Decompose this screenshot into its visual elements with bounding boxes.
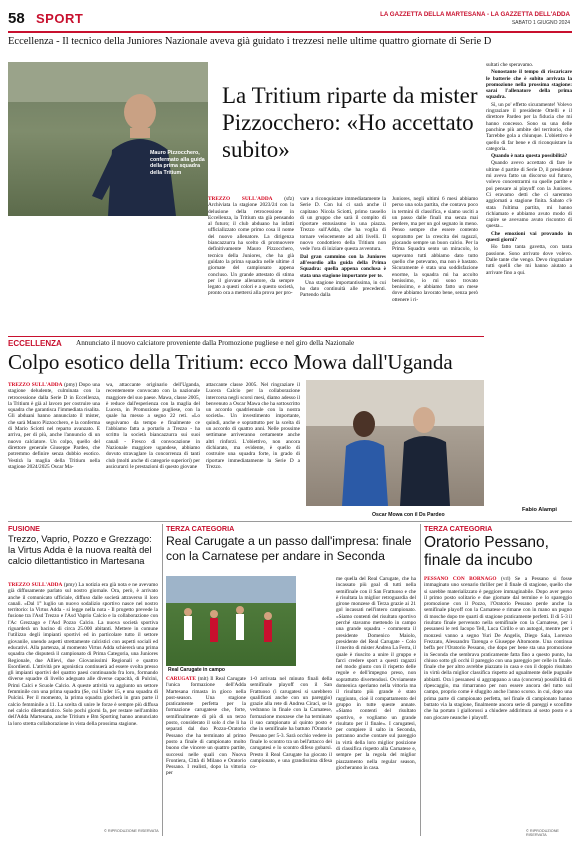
article1-col1: TREZZO SULL'ADDA (sfz) Archiviata la stagione 2023/24 con la delusione della retrocessione in Eccellenza, la Tritium sta già pensando al futuro; il club abduano ha infatti ufficializzato come primo cosa il nome del nuovo allenatore. La dirigenza biancazzurra ha scelto di promuovere definitivamente Mauro Pizzocchero, tecnico della Juniores, che ha già guidato la prima squadra nelle ultime 4 giornate del campionato appena concluso. Un grande attestato di stima per il giovane allenatore, da sempre legato a questi colori e a questo società, pronto ora a mettersi alla prova per pro- (208, 196, 294, 297)
article2-photo-caption: Oscar Mowa con il Ds Pardeo (372, 512, 445, 518)
column-divider-2 (420, 524, 421, 836)
masthead-rule (8, 31, 572, 33)
page-divider (8, 521, 572, 522)
article2-col3: attaccante classe 2005. Nel ringraziare il Lucera Calcio per la collaborazione intercorsa negli scorsi mesi, diamo adesso il benvenuto a Oscar Mawa che ha sottoscritto un accordo quadriennale con la nostra società». Un investimento importante, quindi, anche e soprattutto per la scelta di un accordo di quattro anni. Nelle prossime settimane arriveranno certamente anche altri rinforzi. L'obiettivo, non ancora dichiarato, ma evidente, è quello di costruire una squadra forte, in grado di riportare immediatamente la Serie D a Trezzo. (206, 382, 300, 470)
article4-photo-caption: Real Carugate in campo (168, 667, 225, 673)
article4-headline: Real Carugate a un passo dall'impresa: finale con la Carnatese per andare in Seconda (166, 534, 412, 563)
article4-photo (166, 576, 296, 666)
article1-dateline: TREZZO SULL'ADDA (208, 196, 273, 202)
article4-col1: CARUGATE (mlt) Il Real Carugate l'unica formazione dell'Adda Martesana rimasta in gioco nella post-season. Una stagione praticamente perfetta per la formazione carugatese che, forte, semifinalmente di più di un terzo posto, considerato il solo 4 che li ha separati dal duo Pozzo-Oratorio Pessano che ha terminato al primo posto a finale di campionato molto buono che vincere un quattro partite, successi nelle quali con Nuova Frontiera, Città di Milano e Oratorio Pessano. I realisti, dopo la vittoria per (166, 676, 246, 777)
article2-col1: TREZZO SULL'ADDA (pmy) Dopo una stagione deludente, culminata con la retrocessione dalla Serie D in Eccellenza, la Tritium è già al lavoro per costruire una squadra che garantisca l'immediata risalita. Gli abduani hanno annunciato il mister, che sarà Mauro Pizzocchero, e la conferma di Mario Sciotti nel reparto avanzato. E arriva, per di più, anche l'annuncio di un nuovo calciatore. Un colpo, quello del direttore generale Giuseppe Pardeo, che potremmo definire senza dubbio esotico. Vestirà la maglia della Tritium nella stagione 2024/2025 Oscar Ma- (8, 382, 100, 470)
article2-photo (306, 380, 484, 506)
publication-name: LA GAZZETTA DELLA MARTESANA - LA GAZZETTA DELL'ADDA (380, 11, 570, 18)
masthead (0, 0, 580, 32)
article5-kicker-label: TERZA CATEGORIA (424, 524, 493, 533)
article2-kicker-label: ECCELLENZA (8, 339, 62, 348)
article4-kicker-label: TERZA CATEGORIA (166, 524, 235, 533)
column-divider-1 (162, 524, 163, 836)
article2-headline: Colpo esotico della Tritium: ecco Mowa dall'Uganda (8, 350, 453, 374)
article3-credit: © RIPRODUZIONE RISERVATA (104, 829, 159, 833)
article3-dateline: TREZZO SULL'ADDA (8, 582, 63, 588)
article1-col4: sultati che speravamo. Nonostante il tempo di riscaricare le batterie che è subito arrivata la promozione nella prossima stagione: sarai l'allenatore della prima squadra. Sì, un po' effetto sicuramente! Volevo ringraziare il presidente Ottelli e il direttore Pardeo per la fiducia che mi hanno concesso. Sono su una delle panchine più ambite del territorio, che Tarrebbe gola a chiunque. L'obiettivo è quello di far bene e di riconquistare la categoria. Quando è nata questa possibilità? Quando avevo accettato di fare le ultime 4 partite di Serie D, il presidente mi aveva fatto un discorso sul futuro, volevo concentrarmi su quelle partite e poi pensare ai playoff con la Juniores. Ci eravamo detti che ci saremmo aggiornati a stagione finita. Sabato c'è stata l'ultima partita, mi hanno richiamato e abbiamo avuto modo di capire se avevamo avuto riscontro di questa... Che emozioni vai provando in questi giorni? Ho fatto tanta gavetta, con tanta passione. Sono arrivato dove volevo. Dalle tante che vengo. Devo ringraziare tutti quelli che mi hanno aiutato a arrivare fino a qui. (486, 62, 572, 276)
article1-photo (8, 62, 208, 216)
article2-kicker: Annunciato il nuovo calciatore proveniente dalla Promozione pugliese e nel giro della Nazionale (76, 339, 355, 347)
article1-col3: Juniores, negli ultimi 6 mesi abbiamo perso una sola partita, che contava poco in termini di classifica, e siamo usciti a un passo dalle finali ma senza mai perdere, ma per un gol segnato in meno. Penso sempre che essere contento sopratutto per la crescita dei ragazzi, giocando sempre un buon calcio. Per la Prima Squadra sento un miracolo, lo sapevamo tutti abbiamo dato tutto quello che potevamo, ma non è bastato. Sicuramente è stata una soddisfazione enorme, la squadra mi ha accolto benissimo, io mi sono trovato benissimo, e abbiamo fatto un mese dove abbiamo lavorato bene, senza però ottenere i ri- (392, 196, 478, 303)
article5-credit: © RIPRODUZIONE RISERVATA (526, 829, 559, 837)
article2-rule (8, 336, 484, 337)
article4-dateline: CARUGATE (166, 676, 196, 682)
article3-headline: Trezzo, Vaprio, Pozzo e Grezzago: la Virtus Adda è la nuova realtà del calcio dilettantistico in Martesana (8, 534, 152, 567)
article1-byline: Fabio Alampi (522, 507, 557, 513)
article5-col1: PESSANO CON BORNAGO (vrl) Se a Pessano si fosse immaginato uno scenario thriller per il finale di stagione, quello che si sarebbe materializzato è peggiore immaginabile. Dopo aver perso il primo posto solitario e due giornate dal termine e lo spareggio promozione con il Pozzo, l'Oratorio Pessano perde anche la semifinale playoff con la Carnatese e rimane con in mano un pugno di mosche dopo tre quarti di stagione praticamente perfetti. Il di 5-3 il risultato finale pervenuto nella semifinale con la Carnatese, per i pessanesi le reti Iacopo Tell, Luca Cirillo e un autogol, mentre per i monzesi vanno a segno Yuri De Angelis, Diego Sala, Lorenzo Frezzato, Alessandro Tarenga e Giuseppe Altomonte. Una continua beffa per l'Oratorio Pessano, che dopo per bene sta una promozione in Seconda che sembrava praticamente fatta fino a questo punto, ha chiuso sotto gli occhi il pareggio con una pareggio per celle in finale. finale che per altro avrebbe piazzato in casa e con il doppio risultato in virtù della miglior classifica rispetto ad ugualmente delle pugnaile abbiatti. Ora i pessanesi si aggrappano a una (concreta) possibilità di ripescaggio, ma rimarranno per non essere ancora del tutto sul campo, proprio come è sfuggito anche l'anno scorso. in cui, dopo una prima parte di campionato perfetta, nel finale di campionato hanno buttato via la stagione, finalmente ancora serie di pareggi e sconfitte che ha portato i giallorossi a chiudere addirittura al sesto posto e a non giocare neanche i playoff. (424, 576, 572, 721)
article4-col2: 1-0 arrivata nel minuto finali della semifinale playoff con il San Frattuoso (i carugatesi si sarebbero qualificati anche con un pareggio) grazie alla rete di Andrea Ciracì, se la vedranno in finale con la Carnatese, formazione monzese che ha terminato il suo campionato al quinto posto e che in semifinale ha battuto l'Oratorio Pessano per 5-3. Sarà occhio vedere in finale lo scontro tra un bell'attacco dei carugatesi e lo scontro difeso gobarsi. Presto il Real Carugate ha giocato il campionato, e una grandissima difesa co- (250, 676, 332, 771)
article2-dateline: TREZZO SULL'ADDA (8, 382, 63, 388)
article1-col2: vare a riconquistare immediatamente la Serie D. Con lui ci sarà anche il capitano Nicola Sciotti, primo tassello di un gruppo che sarà il compito di riportare entusiasmo in una piazza. Trezzo sull'Adda, che ha voglia di tornare velocemente ad alti livelli. Il nuovo condottiero della Tritium non vede l'ora di iniziare questa avventura. Dal gran cammino con la Juniores all'esordio alla guida della Prima Squadra: quella appena conclusa è stata una stagione importante per te. Una stagione importantissima, in cui ho dato continuità alle precedenti. Partendo dalla (300, 196, 386, 299)
article1-photo-caption: Mauro Pizzocchero, confermato alla guida della prima squadra della Tritium (150, 150, 205, 176)
article5-dateline: PESSANO CON BORNAGO (424, 576, 497, 582)
article4-col3: me quella del Real Carugate, che ha incassato più goal di tutti nella semifinale con il San Frattuoso e che è risultata la miglior retroguardia del girone monzese di Terza grazie ai 21 gol incassati nell'intero campionato. «Siamo contenti del risultato sportivo perché stavamo mettendo in campo una grande squadra - commenta il presidente Domenico Maiolo, presidente del Real Carugate - Colo il merito di mister Andrea La Ferra, il quale è riuscito a unire il gruppo e farci credere sport a questi ragazzi nel modo giusto con il rispetto delle regole e dell'impegno preso, non soprattutto divertendosi. Ovviamente domenica speriamo nella vittoria ma il risultato più grande è stato raggiunto, cioè il compattamento del gruppo in tutte queste annate. «Siamo contenti del risultato sportivo, e vogliamo un grande risultato per il finale». I carugatesi, per compiere il salto in Seconda, potranno anche contare sul pareggio in virtù della loro miglior posizione di classifica rispetto alla Carnatese e, sempre per la regola del miglior piazzamento nella regular season, giocheranno in casa. (336, 576, 416, 771)
article3-kicker-label: FUSIONE (8, 524, 40, 533)
article1-kicker: Eccellenza - Il tecnico della Juniores Nazionale aveva già guidato i trezzesi nelle ultime quattro giornate di Serie D (8, 36, 492, 47)
article2-col2: wa, attaccante originario dell'Uganda, recentemente convocato con la nazionale maggiore del suo paese. Mawa, classe 2005, è reduce dall'esperienza con la maglia del Lucera, in Promozione pugliese, con la quale ha messo a segno 22 reti. «Lo seguivamo da tempo e finalmente ce l'abbiamo fatta a portarlo a Trezzo - ha scritto la società biancazzurra sui suoi canali - Fresco di convocazione in Nazionale maggiore ugandese, abbiamo dovuto stravaglare la concorrenza di tanti club (molti anche di categorie superiori) per assicurarci le prestazioni di questo giovane (106, 382, 200, 470)
page-number: 58 (8, 10, 25, 27)
section-label: SPORT (36, 11, 84, 26)
issue-date: SABATO 1 GIUGNO 2024 (511, 20, 570, 26)
article3-col1: TREZZO SULL'ADDA (pmy) La notizia era già nota e ne avevamo già diffusamente parlato sul nostro giornale. Ora, però, è arrivato anche il comunicato ufficiale, diffuso dalle società attraverso il loro canali. «Dal 1° luglio un nuovo sodalizio sportivo nasce nel nostro territorio: la Virtus Adda - si legge nella nota - Il progetto prevede la fusione tra l'Asd Trezzo e l'Asd Vaprio Calcio e la collaborazione con l'Ac Grezzago e l'Asd Pozzo Calcio. La nuova società sportiva riguarderà un bacino di circa 25.000 abitanti. Mettere in comune l'utilizzo degli impianti sportivi ed in particolare tutto il settore giovanile, unendo aspetti strettamente calcistici con aspetti sociali ed educativi. Alla partenza, al momento Virtus Adda schiererà una prima squadra che disputerà il campionato di Prima Categoria, una Juniores Regionale, due Allievi, due Giovanissimi Regionali e quattro Esordienti. L'attività pre agonistica continuerà ad essere svolta presso gli impianti sportivi del quattro paesi continuando fra loro, formando diverse squadre di livello adeguato alle diverse capacità, di Pulcini, Primi Calci e Scuole Calcio. A queste attività va aggiunto un settore femminile con una prima squadra (Se, cui Under 15, e una squadra di Pulcini. Per il momento, la prima squadra giocherà in gran parte il calcio femminile a 11. La scelta di unire le forze è sempre più diffusa nel calcio dilettantistico. Solo pochi giorni fa, per restare nell'ambito dell'Adda Martesana, anche Tritium e Bm Sporting hanno annunciato la loro stretta collaborazione in vista della prossima stagione. (8, 582, 158, 727)
article5-headline: Oratorio Pessano, finale da incubo (424, 534, 549, 569)
article1-headline: La Tritium riparte da mister Pizzocchero: «Ho accettato subito» (222, 83, 478, 162)
